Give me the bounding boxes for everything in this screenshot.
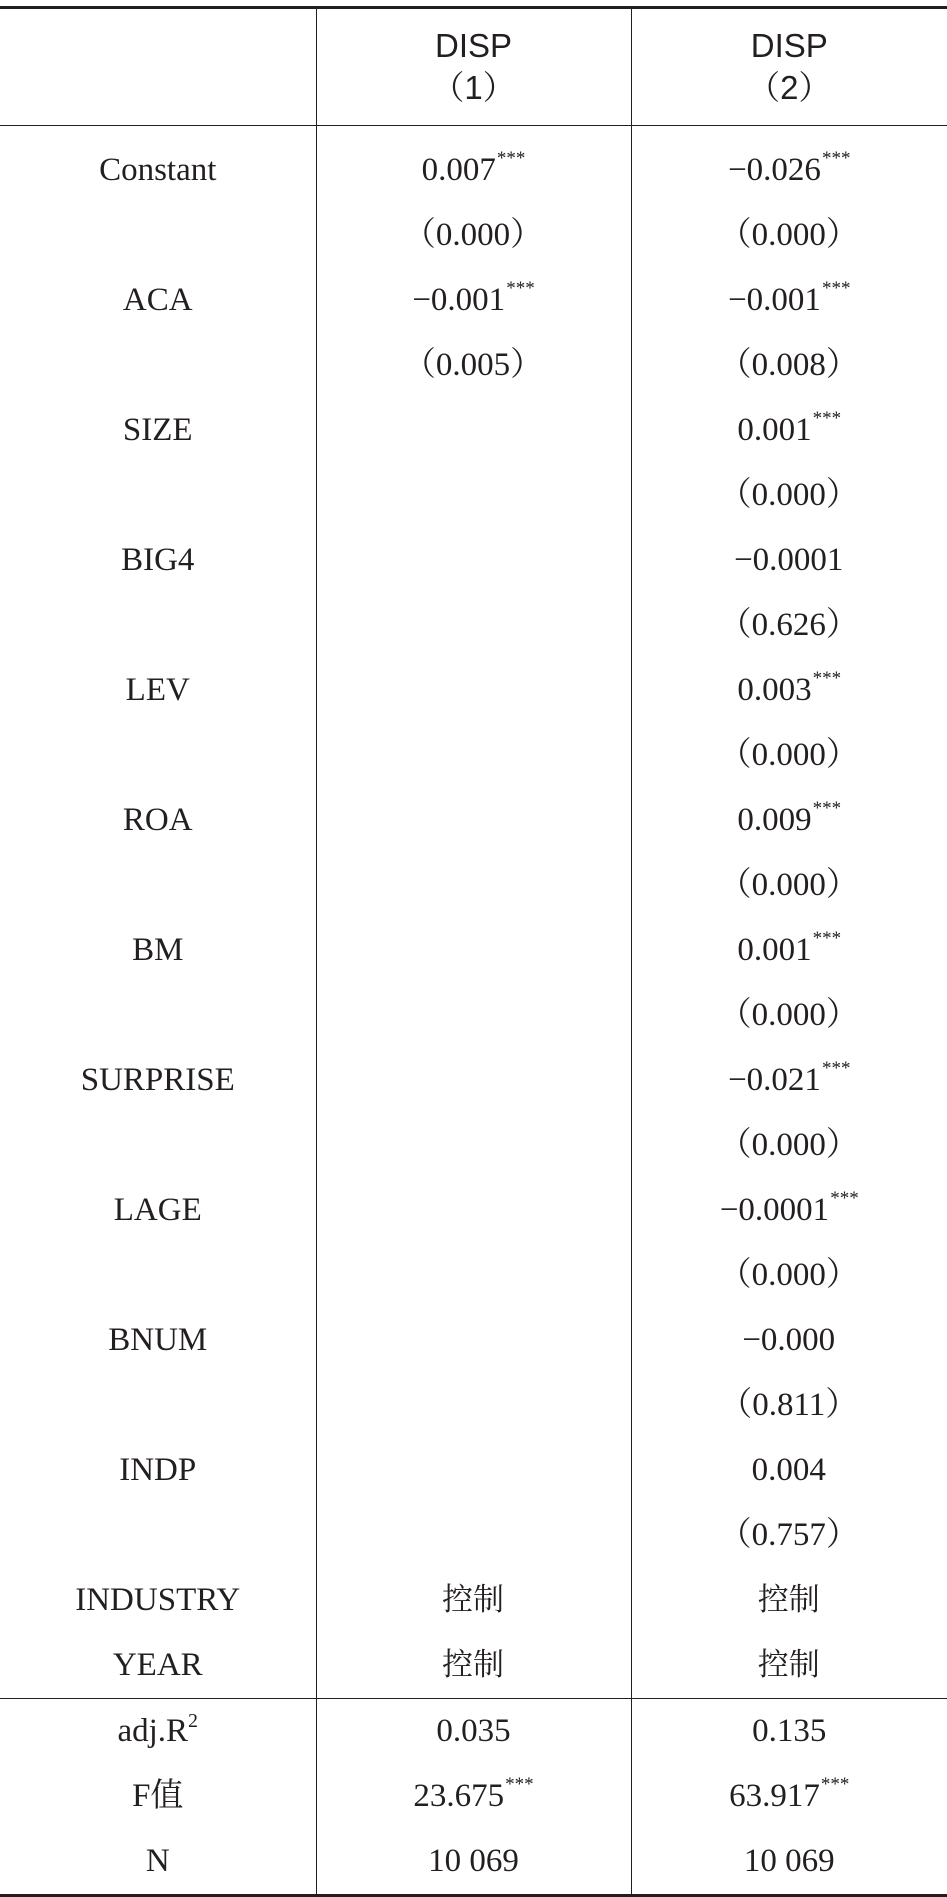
cell-col1 xyxy=(316,1048,631,1113)
cell-col2: −0.021*** xyxy=(631,1048,947,1113)
cell-col1 xyxy=(316,1438,631,1503)
cell-col1 xyxy=(316,593,631,658)
header-row xyxy=(0,8,947,126)
cell-col2: （0.000） xyxy=(631,203,947,268)
row-label: INDUSTRY xyxy=(0,1568,316,1633)
cell-col2: （0.000） xyxy=(631,463,947,528)
row-label xyxy=(0,983,316,1048)
table-row-constant xyxy=(0,126,947,204)
table-row-pvalue xyxy=(0,1243,947,1308)
table-row-pvalue xyxy=(0,463,947,528)
row-label xyxy=(0,723,316,788)
row-label: SIZE xyxy=(0,398,316,463)
header-col2-num: （2） xyxy=(632,67,947,109)
cell-col1 xyxy=(316,853,631,918)
cell-col2: 0.003*** xyxy=(631,658,947,723)
row-label: Constant xyxy=(0,126,316,204)
row-label xyxy=(0,853,316,918)
table-row-bm xyxy=(0,918,947,983)
cell-col1 xyxy=(316,1503,631,1568)
cell-col2: 0.001*** xyxy=(631,918,947,983)
stat-row-f xyxy=(0,1764,947,1829)
cell-col1 xyxy=(316,658,631,723)
table-row-pvalue xyxy=(0,203,947,268)
significance-stars: *** xyxy=(497,148,526,169)
stat-row-n xyxy=(0,1829,947,1896)
significance-stars: *** xyxy=(505,1774,534,1795)
row-label: ROA xyxy=(0,788,316,853)
cell-col2: （0.008） xyxy=(631,333,947,398)
significance-stars: *** xyxy=(821,1774,850,1795)
cell-col1 xyxy=(316,788,631,853)
row-label: ACA xyxy=(0,268,316,333)
table-row-industry xyxy=(0,1568,947,1633)
cell-col2: （0.000） xyxy=(631,723,947,788)
table-row-bnum xyxy=(0,1308,947,1373)
row-label: YEAR xyxy=(0,1633,316,1699)
cell-col1: 0.007*** xyxy=(316,126,631,204)
table-row-year xyxy=(0,1633,947,1699)
significance-stars: *** xyxy=(813,668,842,689)
cell-col2: 0.004 xyxy=(631,1438,947,1503)
table-row-pvalue xyxy=(0,1503,947,1568)
cell-col2: −0.001*** xyxy=(631,268,947,333)
significance-stars: *** xyxy=(813,928,842,949)
row-label xyxy=(0,463,316,528)
stat-value-col2: 10 069 xyxy=(631,1829,947,1896)
cell-col2: −0.0001*** xyxy=(631,1178,947,1243)
significance-stars: *** xyxy=(822,278,851,299)
row-label: INDP xyxy=(0,1438,316,1503)
table-row-pvalue xyxy=(0,853,947,918)
cell-col2: −0.026*** xyxy=(631,126,947,204)
significance-stars: *** xyxy=(813,798,842,819)
cell-col1 xyxy=(316,1308,631,1373)
row-label xyxy=(0,593,316,658)
significance-stars: *** xyxy=(830,1188,859,1209)
cell-col1 xyxy=(316,983,631,1048)
significance-stars: *** xyxy=(822,148,851,169)
header-col1-name: DISP xyxy=(317,25,631,67)
cell-col2: −0.0001 xyxy=(631,528,947,593)
row-label: LAGE xyxy=(0,1178,316,1243)
significance-stars: *** xyxy=(506,278,535,299)
header-blank-cell xyxy=(0,8,316,126)
table-row-lev xyxy=(0,658,947,723)
cell-col1: 控制 xyxy=(316,1633,631,1699)
row-label xyxy=(0,1243,316,1308)
row-label xyxy=(0,203,316,268)
row-label: SURPRISE xyxy=(0,1048,316,1113)
stat-value-col2: 0.135 xyxy=(631,1699,947,1765)
table-row-roa xyxy=(0,788,947,853)
row-label: BIG4 xyxy=(0,528,316,593)
table-row-aca xyxy=(0,268,947,333)
header-col1-num: （1） xyxy=(317,67,631,109)
cell-col1: −0.001*** xyxy=(316,268,631,333)
cell-col1 xyxy=(316,918,631,983)
cell-col2: （0.000） xyxy=(631,853,947,918)
header-col2 xyxy=(631,8,947,126)
row-label: BNUM xyxy=(0,1308,316,1373)
cell-col2: （0.757） xyxy=(631,1503,947,1568)
table-row-pvalue xyxy=(0,593,947,658)
stat-label: F值 xyxy=(0,1764,316,1829)
cell-col2: （0.626） xyxy=(631,593,947,658)
row-label xyxy=(0,1113,316,1178)
table-body xyxy=(0,126,947,1896)
table-row-indp xyxy=(0,1438,947,1503)
row-label xyxy=(0,1503,316,1568)
stat-value-col1: 0.035 xyxy=(316,1699,631,1765)
stat-value-col2: 63.917*** xyxy=(631,1764,947,1829)
stat-value-col1: 23.675*** xyxy=(316,1764,631,1829)
header-col1 xyxy=(316,8,631,126)
cell-col2: 0.009*** xyxy=(631,788,947,853)
table-row-pvalue xyxy=(0,1373,947,1438)
stat-label: N xyxy=(0,1829,316,1896)
cell-col1 xyxy=(316,723,631,788)
cell-col1 xyxy=(316,398,631,463)
stat-value-col1: 10 069 xyxy=(316,1829,631,1896)
power-superscript: 2 xyxy=(188,1710,198,1732)
header-col2-name: DISP xyxy=(632,25,947,67)
cell-col1 xyxy=(316,1373,631,1438)
cell-col1: （0.000） xyxy=(316,203,631,268)
significance-stars: *** xyxy=(822,1058,851,1079)
row-label xyxy=(0,333,316,398)
table-row-lage xyxy=(0,1178,947,1243)
cell-col2: （0.811） xyxy=(631,1373,947,1438)
cell-col2: −0.000 xyxy=(631,1308,947,1373)
table-row-surprise xyxy=(0,1048,947,1113)
table-row-pvalue xyxy=(0,333,947,398)
cell-col1 xyxy=(316,463,631,528)
stat-label: $adj.R^2$ xyxy=(0,1699,316,1765)
cell-col1: （0.005） xyxy=(316,333,631,398)
cell-col2: 0.001*** xyxy=(631,398,947,463)
cell-col1 xyxy=(316,1113,631,1178)
table-row-size xyxy=(0,398,947,463)
cell-col2: （0.000） xyxy=(631,1243,947,1308)
cell-col1 xyxy=(316,1178,631,1243)
row-label xyxy=(0,1373,316,1438)
row-label: BM xyxy=(0,918,316,983)
cell-col1 xyxy=(316,1243,631,1308)
cell-col2: （0.000） xyxy=(631,1113,947,1178)
table-row-pvalue xyxy=(0,983,947,1048)
cell-col1 xyxy=(316,528,631,593)
cell-col2: （0.000） xyxy=(631,983,947,1048)
regression-table xyxy=(0,6,947,1897)
cell-col2: 控制 xyxy=(631,1568,947,1633)
significance-stars: *** xyxy=(813,408,842,429)
cell-col2: 控制 xyxy=(631,1633,947,1699)
table-row-big4 xyxy=(0,528,947,593)
table-row-pvalue xyxy=(0,723,947,788)
cell-col1: 控制 xyxy=(316,1568,631,1633)
row-label: LEV xyxy=(0,658,316,723)
table-row-pvalue xyxy=(0,1113,947,1178)
stat-row-adjr2 xyxy=(0,1699,947,1765)
